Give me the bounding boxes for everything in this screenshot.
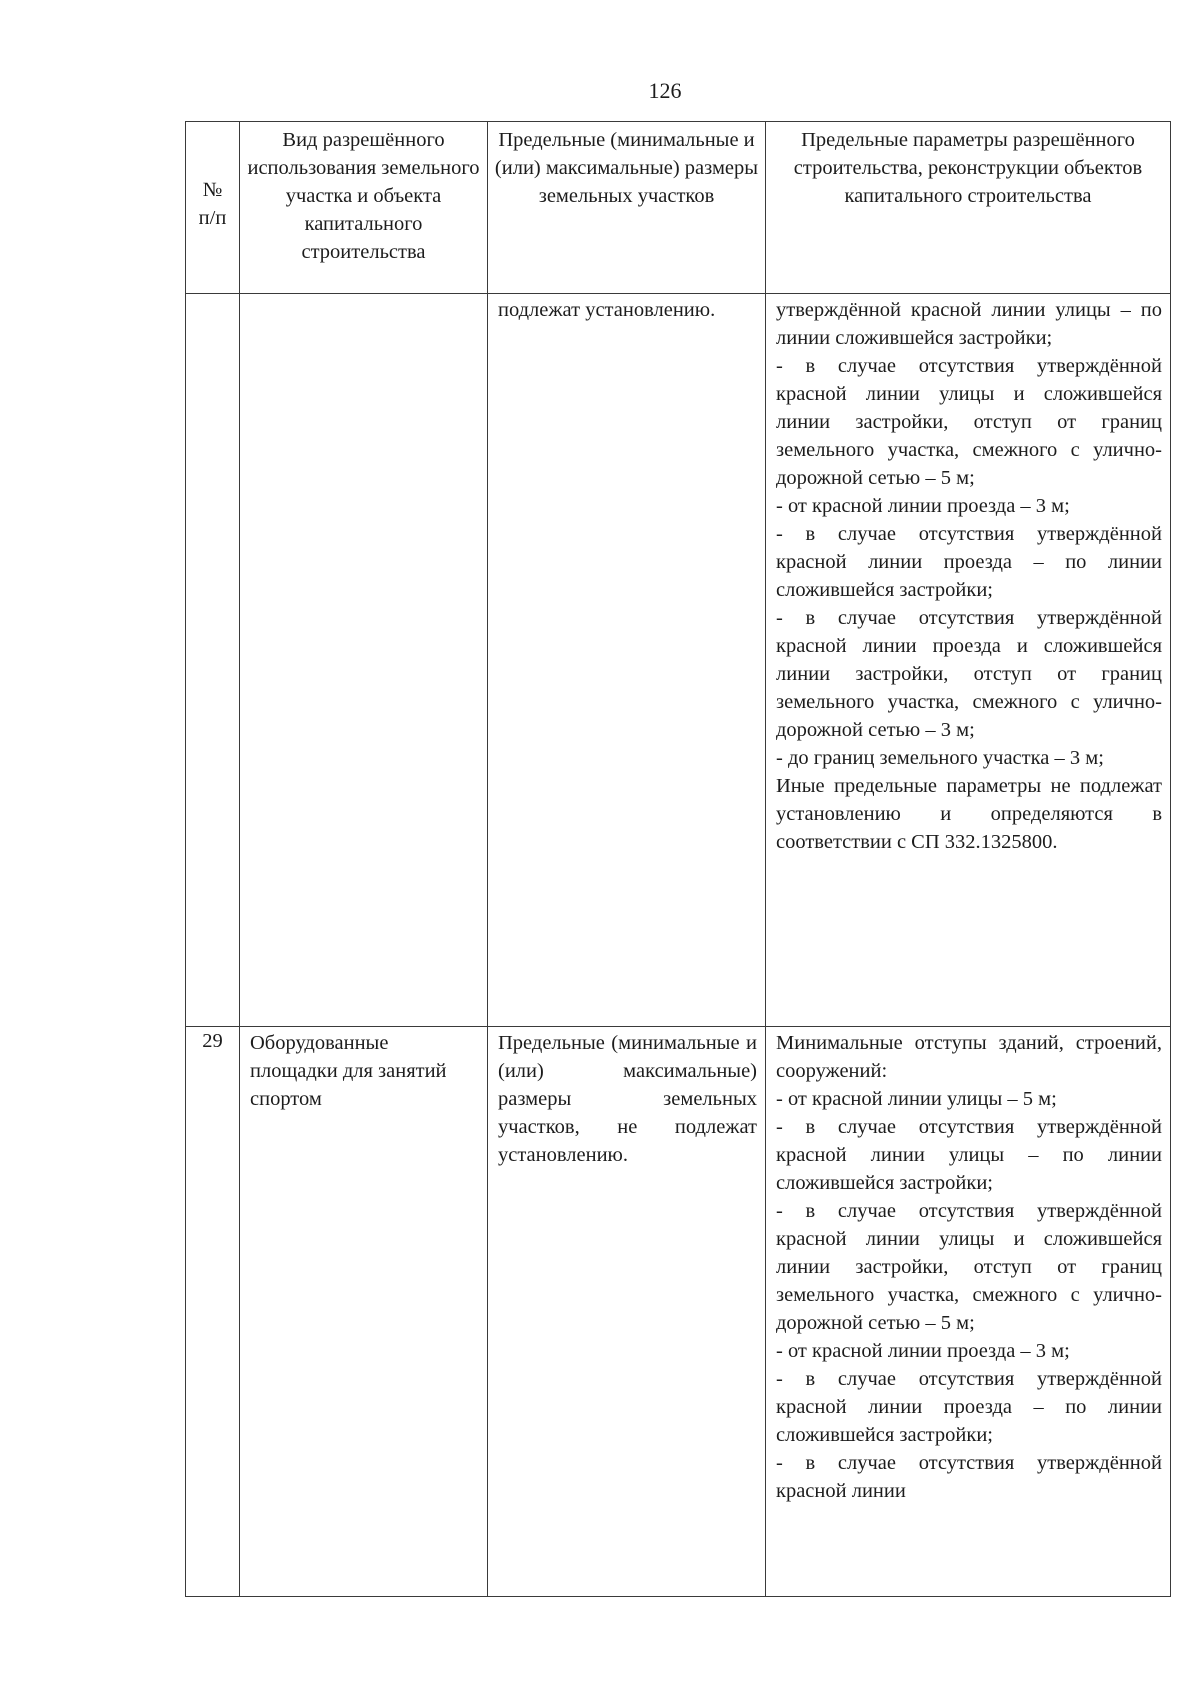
parameter-line: - в случае отсутствия утверждённой красной линии: [776, 1452, 1162, 1502]
parameter-line: - от красной линии проезда – 3 м;: [776, 495, 1070, 517]
header-plot-sizes: Предельные (минимальные и (или) максимальные) размеры земельных участков: [488, 122, 766, 294]
parameter-line: - от красной линии проезда – 3 м;: [776, 1340, 1070, 1362]
row-parameters: [766, 294, 1171, 1027]
parameter-line: - в случае отсутствия утверждённой красной линии улицы – по линии сложившейся застройки;: [776, 1116, 1162, 1194]
table-header-row: [186, 122, 1171, 294]
header-parameters: Предельные параметры разрешённого строительства, реконструкции объектов капитального строительства: [766, 122, 1171, 294]
parameter-line: утверждённой красной линии улицы – по линии сложившейся застройки;: [776, 299, 1162, 349]
parameter-line: - от красной линии улицы – 5 м;: [776, 1088, 1057, 1110]
row-use-type: Оборудованные площадки для занятий спортом: [240, 1027, 488, 1597]
land-use-table: [185, 121, 1171, 1597]
parameter-line: - в случае отсутствия утверждённой красной линии улицы и сложившейся линии застройки, отступ от границ земельного участка, смежного с улично-дорожной сетью – 5 м;: [776, 1200, 1162, 1334]
parameter-line: Минимальные отступы зданий, строений, сооружений:: [776, 1032, 1162, 1082]
parameter-line: Иные предельные параметры не подлежат установлению и определяются в соответствии с СП 332.1325800.: [776, 775, 1162, 853]
header-number: № п/п: [186, 122, 240, 294]
row-parameters: [766, 1027, 1171, 1597]
row-plot-sizes: подлежат установлению.: [488, 294, 766, 1027]
parameter-line: - в случае отсутствия утверждённой красной линии проезда и сложившейся линии застройки, отступ от границ земельного участка, смежного с улично-дорожной сетью – 3 м;: [776, 607, 1162, 741]
table-row: [186, 1027, 1171, 1597]
row-number: 29: [186, 1027, 240, 1597]
row-use-type: [240, 294, 488, 1027]
table-row: [186, 294, 1171, 1027]
parameter-line: - в случае отсутствия утверждённой красной линии проезда – по линии сложившейся застройки;: [776, 523, 1162, 601]
parameter-line: - в случае отсутствия утверждённой красной линии проезда – по линии сложившейся застройки;: [776, 1368, 1162, 1446]
parameter-line: - в случае отсутствия утверждённой красной линии улицы и сложившейся линии застройки, отступ от границ земельного участка, смежного с улично-дорожной сетью – 5 м;: [776, 355, 1162, 489]
row-plot-sizes: Предельные (минимальные и (или) максимальные) размеры земельных участков, не подлежат установлению.: [488, 1027, 766, 1597]
header-use-type: Вид разрешённого использования земельного участка и объекта капитального строительства: [240, 122, 488, 294]
row-number: [186, 294, 240, 1027]
page-number: 126: [648, 78, 682, 103]
parameter-line: - до границ земельного участка – 3 м;: [776, 747, 1104, 769]
